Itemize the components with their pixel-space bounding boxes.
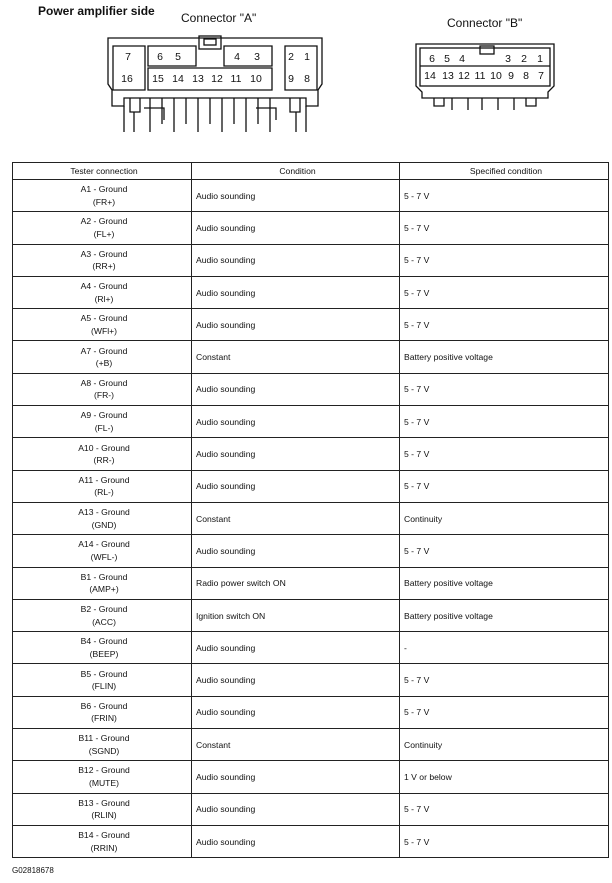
pin-label: 9 bbox=[288, 73, 294, 85]
specified-condition-cell: 5 - 7 V bbox=[400, 470, 609, 502]
specified-condition-cell: 5 - 7 V bbox=[400, 793, 609, 825]
signal-label: (BEEP) bbox=[89, 648, 119, 659]
pin-label: 11 bbox=[474, 70, 486, 82]
condition-cell: Audio sounding bbox=[192, 761, 400, 793]
signal-label: (FL-) bbox=[94, 422, 114, 433]
specified-condition-cell: 5 - 7 V bbox=[400, 373, 609, 405]
pin-label: 5 bbox=[175, 51, 181, 63]
specified-condition-cell: 5 - 7 V bbox=[400, 309, 609, 341]
terminal-label: A5 - Ground bbox=[80, 313, 128, 324]
table-row bbox=[13, 502, 609, 534]
connector-b-bottom-labels bbox=[424, 70, 544, 82]
pin-label: 12 bbox=[458, 70, 470, 82]
tester-connection-cell bbox=[13, 793, 192, 825]
specification-table bbox=[12, 162, 609, 858]
column-header-tester-connection: Tester connection bbox=[13, 163, 192, 180]
terminal-label: B12 - Ground bbox=[78, 765, 130, 776]
condition-cell: Audio sounding bbox=[192, 244, 400, 276]
pin-label: 14 bbox=[424, 70, 436, 82]
pin-label: 5 bbox=[444, 53, 450, 65]
table-row bbox=[13, 309, 609, 341]
terminal-label: B13 - Ground bbox=[78, 797, 130, 808]
tester-connection-cell bbox=[13, 244, 192, 276]
table-row bbox=[13, 664, 609, 696]
condition-cell: Audio sounding bbox=[192, 664, 400, 696]
terminal-label: A10 - Ground bbox=[78, 442, 130, 453]
specified-condition-cell: Battery positive voltage bbox=[400, 567, 609, 599]
signal-label: (+B) bbox=[95, 358, 113, 369]
specified-condition-cell: Battery positive voltage bbox=[400, 599, 609, 631]
signal-label: (RL-) bbox=[94, 487, 114, 498]
table-row bbox=[13, 825, 609, 857]
specified-condition-cell: 5 - 7 V bbox=[400, 180, 609, 212]
pin-label: 7 bbox=[125, 51, 131, 63]
condition-cell: Audio sounding bbox=[192, 470, 400, 502]
specified-condition-cell: 5 - 7 V bbox=[400, 244, 609, 276]
condition-cell: Audio sounding bbox=[192, 212, 400, 244]
pin-label: 13 bbox=[192, 73, 204, 85]
specified-condition-cell: - bbox=[400, 632, 609, 664]
tester-connection-cell bbox=[13, 632, 192, 664]
connector-b-top-labels bbox=[429, 53, 543, 65]
terminal-label: B6 - Ground bbox=[80, 700, 128, 711]
pin-label: 10 bbox=[490, 70, 502, 82]
specified-condition-cell: 5 - 7 V bbox=[400, 664, 609, 696]
terminal-label: A13 - Ground bbox=[78, 507, 130, 518]
signal-label: (FRIN) bbox=[91, 713, 117, 724]
tester-connection-cell bbox=[13, 341, 192, 373]
condition-cell: Audio sounding bbox=[192, 406, 400, 438]
terminal-label: A3 - Ground bbox=[80, 248, 128, 259]
table-row bbox=[13, 276, 609, 308]
tester-connection-cell bbox=[13, 276, 192, 308]
condition-cell: Audio sounding bbox=[192, 793, 400, 825]
specified-condition-cell: 5 - 7 V bbox=[400, 276, 609, 308]
condition-cell: Constant bbox=[192, 502, 400, 534]
terminal-label: B11 - Ground bbox=[78, 733, 130, 744]
specified-condition-cell: Continuity bbox=[400, 729, 609, 761]
tester-connection-cell bbox=[13, 599, 192, 631]
signal-label: (RRIN) bbox=[90, 842, 118, 853]
condition-cell: Ignition switch ON bbox=[192, 599, 400, 631]
tester-connection-cell bbox=[13, 696, 192, 728]
tester-connection-cell bbox=[13, 535, 192, 567]
specified-condition-cell: 5 - 7 V bbox=[400, 212, 609, 244]
pin-label: 15 bbox=[152, 73, 164, 85]
condition-cell: Audio sounding bbox=[192, 535, 400, 567]
figure-code: G02818678 bbox=[12, 866, 54, 875]
condition-cell: Audio sounding bbox=[192, 276, 400, 308]
table-row bbox=[13, 470, 609, 502]
pin-label: 6 bbox=[429, 53, 435, 65]
specified-condition-cell: 5 - 7 V bbox=[400, 406, 609, 438]
table-row bbox=[13, 438, 609, 470]
terminal-label: B2 - Ground bbox=[80, 604, 128, 614]
pin-label: 13 bbox=[442, 70, 454, 82]
table-row bbox=[13, 180, 609, 212]
terminal-label: A14 - Ground bbox=[78, 539, 130, 550]
condition-cell: Radio power switch ON bbox=[192, 567, 400, 599]
signal-label: (FR+) bbox=[92, 196, 116, 207]
pin-label: 14 bbox=[172, 73, 184, 85]
specified-condition-cell: 5 - 7 V bbox=[400, 535, 609, 567]
table-header-row bbox=[13, 163, 609, 180]
tester-connection-cell bbox=[13, 761, 192, 793]
pin-label: 8 bbox=[523, 70, 529, 82]
pin-label: 12 bbox=[211, 73, 223, 85]
signal-label: (SGND) bbox=[88, 745, 120, 756]
pin-label: 4 bbox=[459, 53, 465, 65]
tester-connection-cell bbox=[13, 373, 192, 405]
pin-label: 11 bbox=[230, 73, 242, 85]
table-row bbox=[13, 729, 609, 761]
condition-cell: Audio sounding bbox=[192, 309, 400, 341]
specified-condition-cell: 5 - 7 V bbox=[400, 438, 609, 470]
signal-label: (FR-) bbox=[93, 390, 115, 401]
connector-b-title: Connector "B" bbox=[447, 16, 523, 30]
pin-label: 2 bbox=[521, 53, 527, 65]
terminal-label: A2 - Ground bbox=[80, 216, 128, 227]
condition-cell: Constant bbox=[192, 341, 400, 373]
signal-label: (RLIN) bbox=[91, 810, 117, 821]
table-row bbox=[13, 696, 609, 728]
specified-condition-cell: 1 V or below bbox=[400, 761, 609, 793]
pin-label: 2 bbox=[288, 51, 294, 63]
table-row bbox=[13, 599, 609, 631]
tester-connection-cell bbox=[13, 825, 192, 857]
pin-label: 3 bbox=[254, 51, 260, 63]
table-row bbox=[13, 244, 609, 276]
tester-connection-cell bbox=[13, 180, 192, 212]
pin-label: 10 bbox=[250, 73, 262, 85]
pin-label: 9 bbox=[508, 70, 514, 82]
table-row bbox=[13, 761, 609, 793]
signal-label: (WFL-) bbox=[90, 551, 118, 562]
condition-cell: Audio sounding bbox=[192, 180, 400, 212]
tester-connection-cell bbox=[13, 438, 192, 470]
column-header-specified-condition: Specified condition bbox=[400, 163, 609, 180]
signal-label: (ACC) bbox=[92, 616, 116, 627]
connector-b-diagram bbox=[410, 36, 560, 116]
terminal-label: A11 - Ground bbox=[78, 474, 130, 485]
signal-label: (AMP+) bbox=[89, 584, 119, 595]
tester-connection-cell bbox=[13, 664, 192, 696]
condition-cell: Audio sounding bbox=[192, 373, 400, 405]
table-row bbox=[13, 212, 609, 244]
connector-a-bottom-labels bbox=[121, 73, 310, 85]
terminal-label: A8 - Ground bbox=[80, 377, 128, 388]
signal-label: (MUTE) bbox=[88, 777, 120, 788]
terminal-label: B1 - Ground bbox=[80, 571, 128, 582]
signal-label: (RR+) bbox=[92, 261, 116, 272]
condition-cell: Audio sounding bbox=[192, 438, 400, 470]
table-row bbox=[13, 632, 609, 664]
specified-condition-cell: Battery positive voltage bbox=[400, 341, 609, 373]
pin-label: 16 bbox=[121, 73, 133, 85]
connector-a-top-labels bbox=[125, 51, 310, 63]
specified-condition-cell: Continuity bbox=[400, 502, 609, 534]
signal-label: (RR-) bbox=[93, 455, 115, 466]
signal-label: (FLIN) bbox=[91, 681, 117, 692]
signal-label: (FL+) bbox=[93, 228, 115, 239]
pin-label: 1 bbox=[304, 51, 310, 63]
table-row bbox=[13, 373, 609, 405]
specified-condition-cell: 5 - 7 V bbox=[400, 696, 609, 728]
table-row bbox=[13, 793, 609, 825]
tester-connection-cell bbox=[13, 212, 192, 244]
table-row bbox=[13, 535, 609, 567]
pin-label: 1 bbox=[537, 53, 543, 65]
terminal-label: B14 - Ground bbox=[78, 830, 130, 841]
connector-a-diagram bbox=[100, 24, 330, 139]
pin-label: 4 bbox=[234, 51, 240, 63]
pin-label: 7 bbox=[538, 70, 544, 82]
terminal-label: A1 - Ground bbox=[80, 184, 128, 195]
tester-connection-cell bbox=[13, 470, 192, 502]
condition-cell: Audio sounding bbox=[192, 696, 400, 728]
condition-cell: Audio sounding bbox=[192, 825, 400, 857]
column-header-condition: Condition bbox=[192, 163, 400, 180]
signal-label: (Rl+) bbox=[94, 293, 114, 304]
terminal-label: A7 - Ground bbox=[80, 345, 128, 356]
specified-condition-cell: 5 - 7 V bbox=[400, 825, 609, 857]
tester-connection-cell bbox=[13, 309, 192, 341]
condition-cell: Constant bbox=[192, 729, 400, 761]
terminal-label: A9 - Ground bbox=[80, 410, 128, 421]
condition-cell: Audio sounding bbox=[192, 632, 400, 664]
tester-connection-cell bbox=[13, 406, 192, 438]
terminal-label: B4 - Ground bbox=[80, 636, 128, 647]
terminal-label: B5 - Ground bbox=[80, 668, 128, 679]
tester-connection-cell bbox=[13, 502, 192, 534]
signal-label: (GND) bbox=[91, 519, 117, 530]
connector-a-title: Connector "A" bbox=[181, 11, 257, 25]
pin-label: 6 bbox=[157, 51, 163, 63]
page-title: Power amplifier side bbox=[38, 4, 155, 18]
tester-connection-cell bbox=[13, 729, 192, 761]
terminal-label: A4 - Ground bbox=[80, 281, 128, 292]
pin-label: 3 bbox=[505, 53, 511, 65]
tester-connection-cell bbox=[13, 567, 192, 599]
table-row bbox=[13, 567, 609, 599]
pin-label: 8 bbox=[304, 73, 310, 85]
table-row bbox=[13, 341, 609, 373]
table-row bbox=[13, 406, 609, 438]
signal-label: (WFl+) bbox=[90, 325, 117, 336]
